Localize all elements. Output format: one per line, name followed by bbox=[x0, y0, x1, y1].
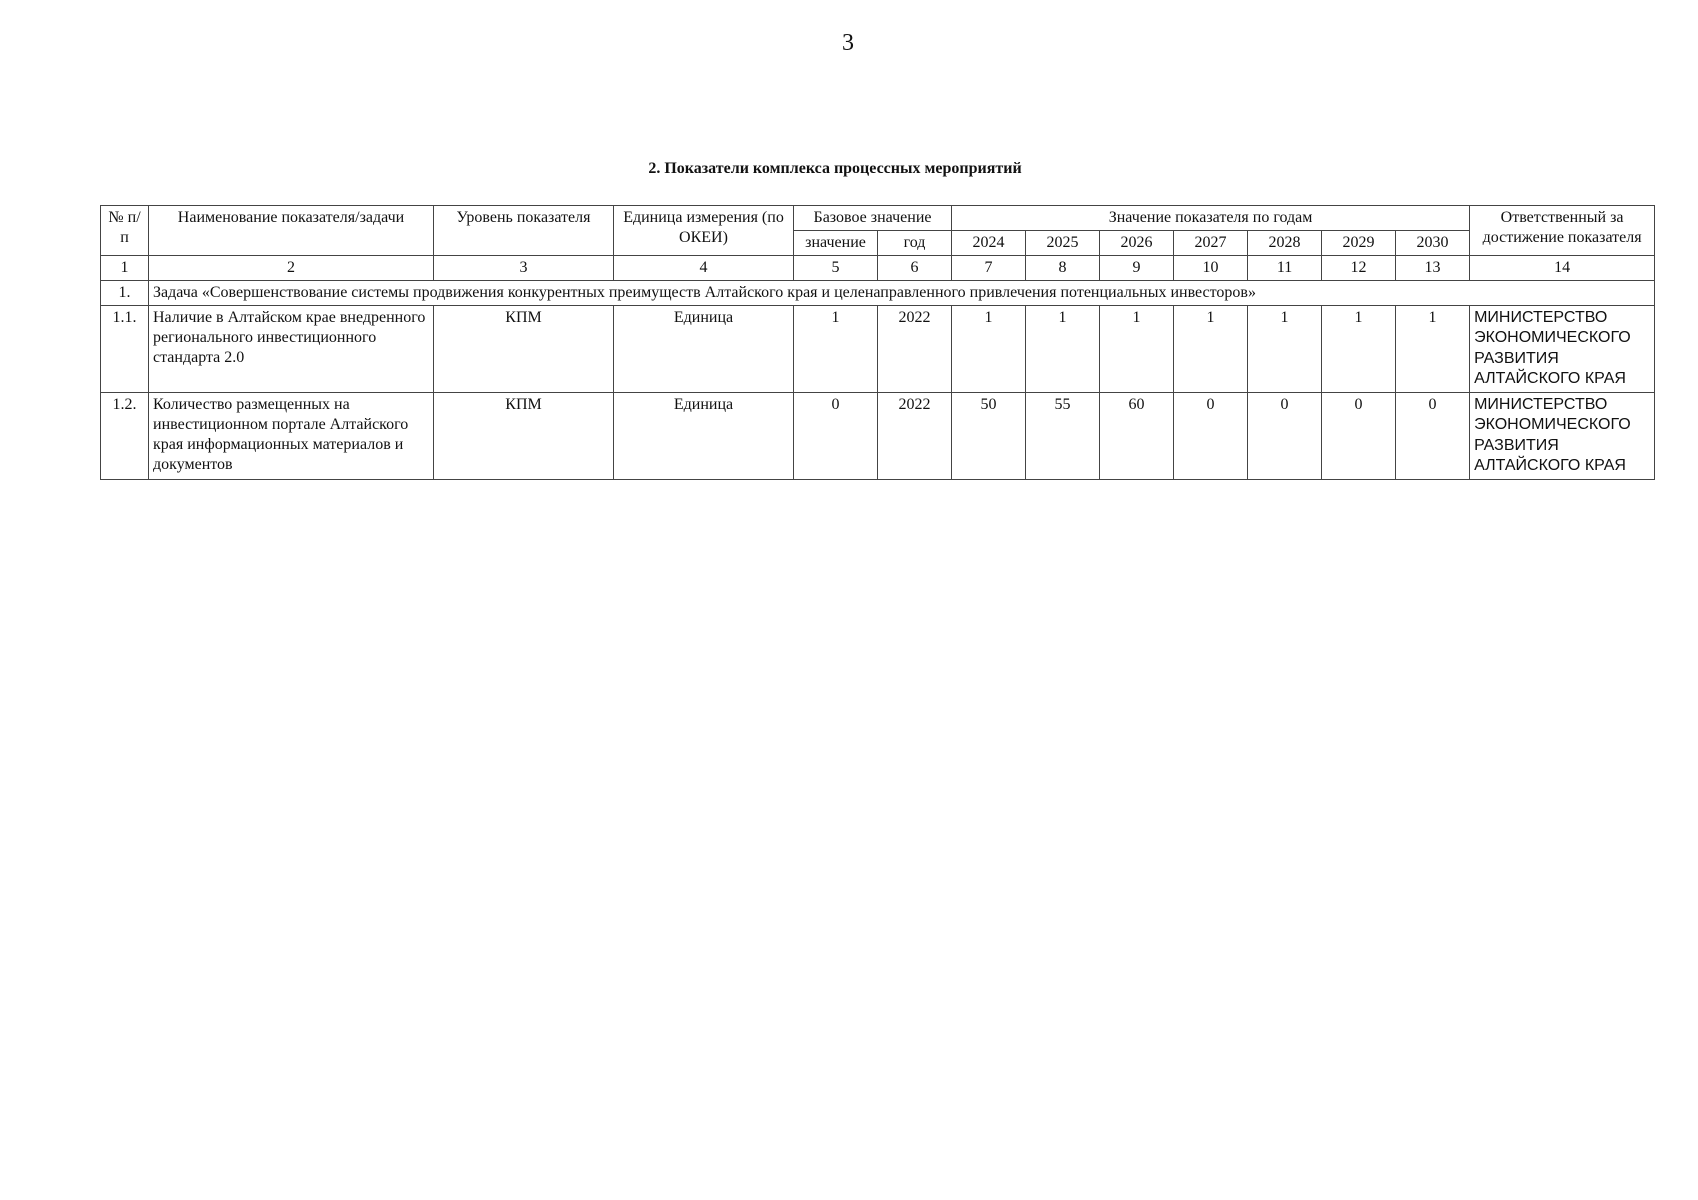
row-base-value: 1 bbox=[794, 306, 878, 393]
row-level: КПМ bbox=[434, 392, 614, 479]
header-year: 2025 bbox=[1026, 231, 1100, 256]
column-number: 6 bbox=[878, 256, 952, 281]
row-responsible: МИНИСТЕРСТВО ЭКОНОМИЧЕСКОГО РАЗВИТИЯ АЛТАЙСКОГО КРАЯ bbox=[1470, 392, 1655, 479]
row-year-value: 1 bbox=[1174, 306, 1248, 393]
row-year-value: 0 bbox=[1248, 392, 1322, 479]
row-responsible: МИНИСТЕРСТВО ЭКОНОМИЧЕСКОГО РАЗВИТИЯ АЛТАЙСКОГО КРАЯ bbox=[1470, 306, 1655, 393]
row-year-value: 0 bbox=[1174, 392, 1248, 479]
header-year: 2029 bbox=[1322, 231, 1396, 256]
row-year-value: 1 bbox=[1248, 306, 1322, 393]
indicators-table bbox=[100, 205, 1655, 480]
row-base-year: 2022 bbox=[878, 392, 952, 479]
column-number: 3 bbox=[434, 256, 614, 281]
row-unit: Единица bbox=[614, 392, 794, 479]
column-numbers-row bbox=[101, 256, 1655, 281]
header-responsible: Ответственный за достижение показателя bbox=[1470, 206, 1655, 256]
column-number: 13 bbox=[1396, 256, 1470, 281]
row-name: Количество размещенных на инвестиционном портале Алтайского края информационных материалов и документов bbox=[149, 392, 434, 479]
row-year-value: 1 bbox=[952, 306, 1026, 393]
column-number: 8 bbox=[1026, 256, 1100, 281]
column-number: 14 bbox=[1470, 256, 1655, 281]
header-num: № п/п bbox=[101, 206, 149, 256]
table-row bbox=[101, 306, 1655, 393]
header-by-years: Значение показателя по годам bbox=[952, 206, 1470, 231]
row-year-value: 1 bbox=[1100, 306, 1174, 393]
row-year-value: 50 bbox=[952, 392, 1026, 479]
header-year: 2030 bbox=[1396, 231, 1470, 256]
row-name: Наличие в Алтайском крае внедренного регионального инвестиционного стандарта 2.0 bbox=[149, 306, 434, 393]
header-year: 2026 bbox=[1100, 231, 1174, 256]
table-row bbox=[101, 392, 1655, 479]
column-number: 12 bbox=[1322, 256, 1396, 281]
row-num: 1.1. bbox=[101, 306, 149, 393]
row-base-year: 2022 bbox=[878, 306, 952, 393]
column-number: 9 bbox=[1100, 256, 1174, 281]
header-base: Базовое значение bbox=[794, 206, 952, 231]
row-year-value: 60 bbox=[1100, 392, 1174, 479]
task-num: 1. bbox=[101, 281, 149, 306]
row-year-value: 55 bbox=[1026, 392, 1100, 479]
section-title: 2. Показатели комплекса процессных мероприятий bbox=[648, 160, 1022, 177]
row-year-value: 0 bbox=[1396, 392, 1470, 479]
row-year-value: 1 bbox=[1322, 306, 1396, 393]
column-number: 7 bbox=[952, 256, 1026, 281]
header-year: 2028 bbox=[1248, 231, 1322, 256]
header-year: 2027 bbox=[1174, 231, 1248, 256]
header-base-year: год bbox=[878, 231, 952, 256]
column-number: 1 bbox=[101, 256, 149, 281]
row-base-value: 0 bbox=[794, 392, 878, 479]
row-year-value: 1 bbox=[1396, 306, 1470, 393]
row-level: КПМ bbox=[434, 306, 614, 393]
header-base-value: значение bbox=[794, 231, 878, 256]
column-number: 5 bbox=[794, 256, 878, 281]
header-name: Наименование показателя/задачи bbox=[149, 206, 434, 256]
column-number: 4 bbox=[614, 256, 794, 281]
header-unit: Единица измерения (по ОКЕИ) bbox=[614, 206, 794, 256]
row-year-value: 0 bbox=[1322, 392, 1396, 479]
task-row bbox=[101, 281, 1655, 306]
column-number: 10 bbox=[1174, 256, 1248, 281]
row-num: 1.2. bbox=[101, 392, 149, 479]
header-level: Уровень показателя bbox=[434, 206, 614, 256]
column-number: 2 bbox=[149, 256, 434, 281]
page-number: 3 bbox=[842, 30, 854, 56]
header-row-1 bbox=[101, 206, 1655, 231]
row-year-value: 1 bbox=[1026, 306, 1100, 393]
header-year: 2024 bbox=[952, 231, 1026, 256]
task-text: Задача «Совершенствование системы продвижения конкурентных преимуществ Алтайского края и целенаправленного привлечения потенциальных инвесторов» bbox=[149, 281, 1655, 306]
row-unit: Единица bbox=[614, 306, 794, 393]
column-number: 11 bbox=[1248, 256, 1322, 281]
